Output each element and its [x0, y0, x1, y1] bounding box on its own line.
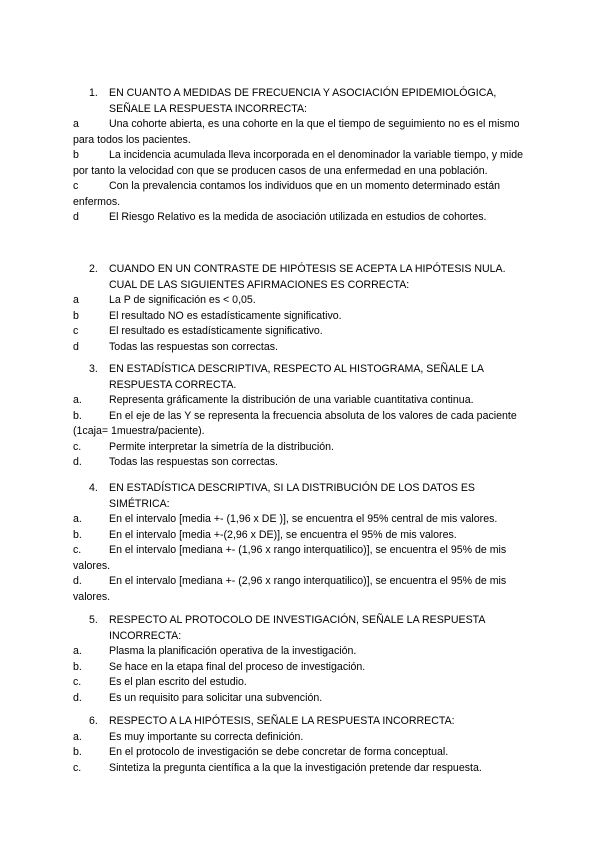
option-text: El resultado es estadísticamente significativo. [109, 325, 323, 337]
option-letter: c [73, 325, 79, 337]
option-c [73, 179, 533, 210]
option-d [73, 210, 533, 226]
option-text: Es el plan escrito del estudio. [109, 676, 247, 688]
option-b [73, 528, 533, 544]
option-a [73, 393, 533, 409]
question-3 [73, 362, 533, 471]
question-text: EN ESTADÍSTICA DESCRIPTIVA, SI LA DISTRIBUCIÓN DE LOS DATOS ES SIMÉTRICA: [109, 482, 475, 510]
option-text: En el intervalo [media +-(2,96 x DE)], se encuentra el 95% de mis valores. [109, 528, 457, 541]
question-text: RESPECTO AL PROTOCOLO DE INVESTIGACIÓN, SEÑALE LA RESPUESTA INCORRECTA: [109, 614, 485, 642]
option-list [73, 730, 533, 777]
question-2 [73, 262, 533, 355]
question-number: 3. [89, 363, 98, 375]
question-number: 6. [89, 715, 98, 727]
option-letter: d. [73, 456, 82, 468]
question-title [73, 481, 533, 512]
question-title [73, 714, 533, 730]
option-c [73, 543, 533, 574]
option-a [73, 293, 533, 309]
option-text: En el intervalo [media +- (1,96 x DE )], se encuentra el 95% central de mis valores. [109, 513, 498, 525]
option-text: Representa gráficamente la distribución de una variable cuantitativa continua. [109, 394, 474, 406]
option-text: En el intervalo [mediana +- (2,96 x rango interquatilico)], se encuentra el 95% de mis valores. [73, 575, 507, 603]
question-number: 4. [89, 482, 98, 494]
option-b [73, 745, 533, 761]
question-4 [73, 481, 533, 605]
option-letter: d [73, 211, 79, 223]
option-letter: b. [73, 528, 82, 541]
question-number: 2. [89, 263, 98, 275]
option-letter: b. [73, 660, 82, 673]
option-a [73, 644, 533, 660]
option-letter: a [73, 118, 79, 130]
option-d [73, 574, 533, 605]
question-5 [73, 613, 533, 706]
option-c [73, 324, 533, 340]
option-c [73, 440, 533, 456]
option-text: Es un requisito para solicitar una subvención. [109, 691, 323, 704]
option-letter: c. [73, 761, 82, 774]
option-text: Con la prevalencia contamos los individuos que en un momento determinado están enfermos. [73, 180, 501, 208]
question-text: CUANDO EN UN CONTRASTE DE HIPÓTESIS SE ACEPTA LA HIPÓTESIS NULA. CUAL DE LAS SIGUIENTES AFIRMACIONES ES CORRECTA: [109, 263, 506, 291]
question-6 [73, 714, 533, 776]
option-b [73, 660, 533, 676]
question-title [73, 86, 533, 117]
question-title [73, 613, 533, 644]
option-letter: c [73, 180, 79, 192]
option-letter: a [73, 294, 79, 306]
option-letter: a. [73, 394, 82, 406]
option-text: Es muy importante su correcta definición. [109, 730, 304, 743]
option-c [73, 761, 533, 777]
option-letter: a. [73, 513, 82, 525]
option-text: En el protocolo de investigación se debe concretar de forma conceptual. [109, 746, 449, 758]
option-letter: b. [73, 746, 82, 758]
option-list [73, 117, 533, 226]
option-letter: b. [73, 409, 82, 422]
option-list [73, 644, 533, 706]
option-text: Todas las respuestas son correctas. [109, 340, 278, 353]
option-letter: a. [73, 730, 82, 743]
question-title [73, 262, 533, 293]
option-letter: d. [73, 691, 82, 704]
option-d [73, 691, 533, 707]
option-letter: b [73, 309, 79, 322]
option-b [73, 148, 533, 179]
option-b [73, 309, 533, 325]
option-text: Permite interpretar la simetría de la distribución. [109, 440, 334, 453]
option-text: El Riesgo Relativo es la medida de asociación utilizada en estudios de cohortes. [109, 211, 487, 223]
option-letter: b [73, 149, 79, 161]
option-letter: d [73, 340, 79, 353]
option-letter: a. [73, 645, 82, 657]
option-text: Se hace en la etapa final del proceso de investigación. [109, 660, 366, 673]
option-letter: d. [73, 575, 82, 587]
option-a [73, 117, 533, 148]
option-text: El resultado NO es estadísticamente significativo. [109, 309, 342, 322]
option-letter: c. [73, 544, 82, 556]
option-text: La P de significación es < 0,05. [109, 294, 256, 306]
option-a [73, 512, 533, 528]
option-text: En el eje de las Y se representa la frecuencia absoluta de los valores de cada paciente (1caja= 1muestra/paciente). [73, 409, 517, 437]
question-number: 1. [89, 87, 98, 99]
question-text: RESPECTO A LA HIPÓTESIS, SEÑALE LA RESPUESTA INCORRECTA: [109, 715, 455, 727]
option-b [73, 409, 533, 440]
option-letter: c. [73, 676, 82, 688]
option-letter: c. [73, 440, 82, 453]
option-d [73, 455, 533, 471]
option-list [73, 293, 533, 355]
option-c [73, 675, 533, 691]
option-text: Una cohorte abierta, es una cohorte en la que el tiempo de seguimiento no es el mismo para todos los pacientes. [73, 118, 520, 146]
question-text: EN CUANTO A MEDIDAS DE FRECUENCIA Y ASOCIACIÓN EPIDEMIOLÓGICA, SEÑALE LA RESPUESTA INCORRECTA: [109, 87, 497, 115]
option-list [73, 393, 533, 471]
question-title [73, 362, 533, 393]
option-text: Todas las respuestas son correctas. [109, 456, 278, 468]
option-d [73, 340, 533, 356]
question-number: 5. [89, 614, 98, 626]
option-text: Plasma la planificación operativa de la investigación. [109, 645, 357, 657]
question-1 [73, 86, 533, 226]
option-text: En el intervalo [mediana +- (1,96 x rango interquatilico)], se encuentra el 95% de mis valores. [73, 544, 507, 572]
option-text: Sintetiza la pregunta científica a la que la investigación pretende dar respuesta. [109, 761, 482, 774]
option-a [73, 730, 533, 746]
question-text: EN ESTADÍSTICA DESCRIPTIVA, RESPECTO AL HISTOGRAMA, SEÑALE LA RESPUESTA CORRECTA. [109, 363, 484, 391]
option-text: La incidencia acumulada lleva incorporada en el denominador la variable tiempo, y mide por tanto la velocidad con que se producen casos de una enfermedad en una población. [73, 149, 523, 177]
option-list [73, 512, 533, 605]
